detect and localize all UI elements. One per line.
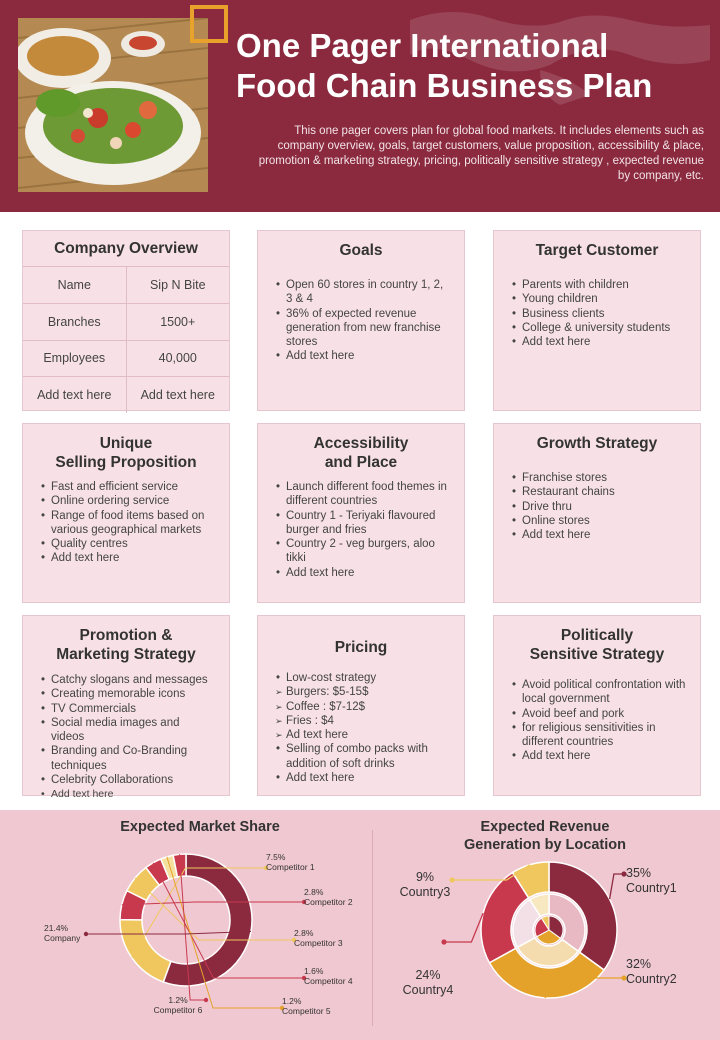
label-competitor-4: 1.6% Competitor 4 xyxy=(304,966,353,986)
revenue-title: Expected Revenue Generation by Location xyxy=(464,819,626,853)
target-customer-title: Target Customer xyxy=(535,242,659,259)
list-item: • Add text here xyxy=(276,771,450,785)
target-customer-card xyxy=(493,230,701,411)
usp-card xyxy=(22,423,230,603)
list-item: • Country 2 - veg burgers, aloo tikki xyxy=(276,537,450,566)
company-overview-table xyxy=(23,267,229,413)
charts-section xyxy=(0,810,720,1040)
label-competitor-6: 1.2% Competitor 6 xyxy=(153,995,203,1015)
goals-title: Goals xyxy=(339,242,383,259)
table-cell: Branches xyxy=(23,304,126,341)
leader-dot xyxy=(84,932,88,936)
list-item: ➢ Fries : $4 xyxy=(276,714,450,728)
label-competitor-3: 2.8% Competitor 3 xyxy=(294,928,343,948)
growth-strategy-card xyxy=(493,423,701,603)
list-item: • Restaurant chains xyxy=(512,485,686,499)
table-row xyxy=(23,377,229,414)
list-item: • Branding and Co-Branding techniques xyxy=(41,744,215,773)
label-competitor-1: 7.5% Competitor 1 xyxy=(266,852,315,872)
list-item: • Online ordering service xyxy=(41,494,215,508)
list-item: • Young children xyxy=(512,292,686,306)
list-item: • Add text here xyxy=(41,787,215,801)
list-item: ➢ Ad text here xyxy=(276,728,450,742)
table-cell: Employees xyxy=(23,340,126,377)
list-item: • Catchy slogans and messages xyxy=(41,673,215,687)
list-item: • Add text here xyxy=(276,349,450,363)
list-item: • Avoid political confrontation with local government xyxy=(512,678,686,707)
leader-dot xyxy=(441,939,446,944)
label-country4: 24% Country4 xyxy=(402,968,454,997)
goals-card xyxy=(257,230,465,411)
leader-line xyxy=(86,932,251,934)
usp-list xyxy=(41,480,215,566)
list-item: • Add text here xyxy=(512,749,686,763)
label-country1: 35% Country1 xyxy=(626,866,677,895)
political-strategy-title: Politically Sensitive Strategy xyxy=(529,627,665,663)
list-item: • Celebrity Collaborations xyxy=(41,773,215,787)
list-item: • Creating memorable icons xyxy=(41,687,215,701)
page-title: One Pager International Food Chain Business Plan xyxy=(236,27,653,104)
label-competitor-5: 1.2% Competitor 5 xyxy=(282,996,331,1016)
pricing-title: Pricing xyxy=(334,639,388,656)
list-item: • Open 60 stores in country 1, 2, 3 & 4 xyxy=(276,278,450,307)
page-subtitle: This one pager covers plan for global food markets. It includes elements such as company overview, goals, target customers, value proposition, accessibility & place, promotion & marketing strategy, pricing, politically sensitive strategy , expected revenue by company, etc. xyxy=(258,125,704,182)
label-company: 21.4% Company xyxy=(44,923,81,943)
label-competitor-2: 2.8% Competitor 2 xyxy=(304,887,353,907)
list-item: • Low-cost strategy xyxy=(276,671,450,685)
company-overview-card xyxy=(22,230,230,411)
list-item: • Social media images and videos xyxy=(41,716,215,745)
list-item: • College & university students xyxy=(512,321,686,335)
promotion-list xyxy=(41,673,215,802)
promotion-card xyxy=(22,615,230,801)
header-banner xyxy=(0,0,720,212)
food-photo xyxy=(18,18,208,192)
revenue-donut-chart xyxy=(372,810,720,1040)
table-cell: Add text here xyxy=(140,388,215,402)
label-country3: 9% Country3 xyxy=(399,870,451,899)
list-item: • Add text here xyxy=(512,528,686,542)
decorative-frame-corner xyxy=(190,5,228,43)
accessibility-card xyxy=(257,423,465,603)
target-customer-list xyxy=(512,278,686,349)
list-item: • Parents with children xyxy=(512,278,686,292)
market-share-title: Expected Market Share xyxy=(120,819,280,835)
list-item: ➢ Coffee : $7-12$ xyxy=(276,700,450,714)
list-item: • Add text here xyxy=(276,566,450,580)
list-item: • TV Commercials xyxy=(41,702,215,716)
accessibility-list xyxy=(276,480,450,580)
table-row xyxy=(23,304,229,341)
list-item: • Franchise stores xyxy=(512,471,686,485)
table-row xyxy=(23,267,229,304)
list-item: • Add text here xyxy=(41,551,215,565)
list-item: • Quality centres xyxy=(41,537,215,551)
table-cell: Sip N Bite xyxy=(126,267,229,304)
table-cell: 40,000 xyxy=(126,340,229,377)
leader-line xyxy=(122,902,304,905)
growth-strategy-title: Growth Strategy xyxy=(536,435,658,452)
accessibility-title: Accessibility and Place xyxy=(313,435,409,471)
promotion-title: Promotion & Marketing Strategy xyxy=(56,627,196,663)
goals-list xyxy=(276,278,450,364)
list-item: • for religious sensitivities in different countries xyxy=(512,721,686,750)
company-overview-title: Company Overview xyxy=(23,231,229,267)
table-row xyxy=(23,340,229,377)
leader-line xyxy=(610,874,624,899)
list-item: • Online stores xyxy=(512,514,686,528)
list-item: • Drive thru xyxy=(512,500,686,514)
pricing-card xyxy=(257,615,465,796)
label-country2: 32% Country2 xyxy=(626,957,677,986)
political-strategy-list xyxy=(512,678,686,764)
growth-strategy-list xyxy=(512,471,686,542)
list-item: • Business clients xyxy=(512,307,686,321)
political-strategy-card xyxy=(493,615,701,796)
table-cell: Name xyxy=(23,267,126,304)
list-item: • Country 1 - Teriyaki flavoured burger and fries xyxy=(276,509,450,538)
slice-competitor-1 xyxy=(120,920,171,982)
usp-title: Unique Selling Proposition xyxy=(55,435,197,471)
table-cell: Add text here xyxy=(23,377,126,414)
list-item: • Add text here xyxy=(512,335,686,349)
list-item: • Selling of combo packs with addition of soft drinks xyxy=(276,742,450,771)
pricing-list xyxy=(276,671,450,785)
leader-line xyxy=(444,913,483,942)
list-item: • Launch different food themes in different countries xyxy=(276,480,450,509)
list-item: ➢ Burgers: $5-15$ xyxy=(276,685,450,699)
list-item: • Fast and efficient service xyxy=(41,480,215,494)
list-item: • Avoid beef and pork xyxy=(512,707,686,721)
list-item: • 36% of expected revenue generation from new franchise stores xyxy=(276,307,450,350)
list-item: • Range of food items based on various geographical markets xyxy=(41,509,215,538)
table-cell: 1500+ xyxy=(126,304,229,341)
